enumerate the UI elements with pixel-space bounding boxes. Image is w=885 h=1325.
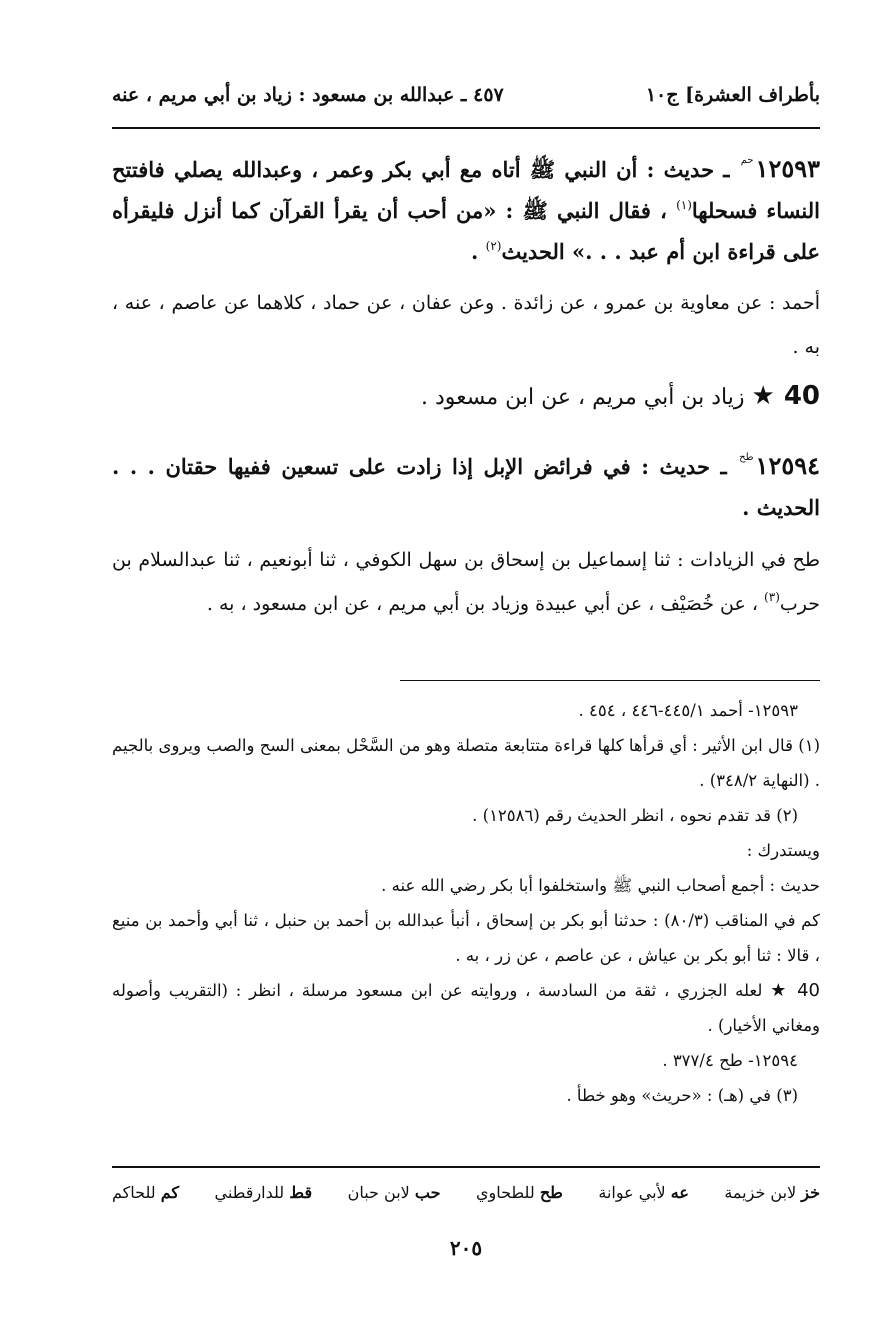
footnote-addendum-hadith: حديث : أجمع أصحاب النبي ﷺ واستخلفوا أبا بكر رضي الله عنه . <box>381 876 820 895</box>
hadith-text-part-2: ، فقال النبي ﷺ : «من أحب أن يقرأ القرآن كما أنزل فليقرأه على قراءة ابن أم عبد . . .» الحديث <box>112 198 820 264</box>
narrator-note-text: لعله الجزري ، ثقة من السادسة ، وروايته عن ابن مسعود مرسلة ، انظر : (التقريب وأصوله ومغاني الأخيار) . <box>112 981 820 1035</box>
footnotes-separator <box>400 680 820 681</box>
footnote-marker-2[interactable]: (٢) <box>485 239 502 253</box>
header-rule <box>112 127 820 129</box>
abbreviations-key <box>112 1178 820 1208</box>
footnote-addendum-heading: ويستدرك : <box>746 841 820 860</box>
footnote-2: (٢) قد تقدم نحوه ، انظر الحديث رقم (١٢٥٨٦) . <box>472 806 798 825</box>
isnad-text-part-1: طح في الزيادات : ثنا إسماعيل بن إسحاق بن سهل الكوفي ، ثنا أبونعيم ، ثنا عبدالسلام بن حرب <box>112 549 820 615</box>
narrator-star-marker: 40 ★ <box>767 980 820 1001</box>
footnote-ref-12593: ١٢٥٩٣- أحمد ٤٤٥/١-٤٤٦ ، ٤٥٤ . <box>578 701 798 720</box>
footnote-marker-3[interactable]: (٣) <box>764 590 780 604</box>
narrator-star-marker: 40 ★ <box>751 381 820 411</box>
page-number: ٢٠٥ <box>449 1236 483 1260</box>
narrator-heading <box>112 376 820 418</box>
source-siglum: طح <box>739 452 754 463</box>
isnad-12593: أحمد : عن معاوية بن عمرو ، عن زائدة . وعن عفان ، عن حماد ، كلاهما عن عاصم ، عنه ، به . <box>112 292 820 358</box>
abbrev-awana: عه لأبي عوانة <box>598 1183 689 1202</box>
footnote-addendum-source: كم في المناقب (٨٠/٣) : حدثنا أبو بكر بن إسحاق ، أنبأ عبدالله بن أحمد بن حنبل ، ثنا أبي وأحمد بن منيع ، قالا : ثنا أبو بكر بن عياش ، عن عاصم ، عن زر ، به . <box>112 911 820 965</box>
hadith-number: ١٢٥٩٤ <box>755 451 820 480</box>
abbrev-hakim: كم للحاكم <box>112 1183 180 1202</box>
isnad-12594 <box>112 538 820 626</box>
abbrev-hibban: حب لابن حبان <box>347 1183 441 1202</box>
book-page <box>112 0 820 1325</box>
header-book-volume: بأطراف العشرة] ج١٠ <box>645 84 820 106</box>
isnad-text-part-2: ، عن خُصَيْف ، عن أبي عبيدة وزياد بن أبي مريم ، عن ابن مسعود ، به . <box>206 593 765 615</box>
footnotes-section <box>112 693 820 1113</box>
running-header <box>112 80 820 110</box>
footnote-3: (٣) في (هـ) : «حريث» وهو خطأ . <box>566 1086 798 1105</box>
abbrev-daraqutni: قط للدارقطني <box>214 1183 313 1202</box>
source-siglum: حم <box>740 155 754 166</box>
footnote-narrator-note <box>112 973 820 1043</box>
footnote-marker-1[interactable]: (١) <box>676 198 692 212</box>
header-chapter-title: ٤٥٧ ـ عبدالله بن مسعود : زياد بن أبي مريم ، عنه <box>112 84 504 106</box>
hadith-12593 <box>112 140 820 272</box>
abbrev-tahawi: طح للطحاوي <box>475 1183 563 1202</box>
hadith-12594 <box>112 437 820 528</box>
hadith-text-part-1: ـ حديث : أن النبي ﷺ أتاه مع أبي بكر وعمر ، وعبدالله يصلي فافتتح النساء فسحلها <box>112 157 821 223</box>
footnote-ref-12594: ١٢٥٩٤- طح ٣٧٧/٤ . <box>662 1051 798 1070</box>
footnote-1: (١) قال ابن الأثير : أي قرأها كلها قراءة متتابعة متصلة وهو من السَّحْل بمعنى السح والصب ويروى بالجيم . (النهاية ٣٤٨/٢) . <box>112 736 820 790</box>
footer-rule <box>112 1166 820 1168</box>
abbrev-khuzayma: خز لابن خزيمة <box>724 1183 820 1202</box>
hadith-text-part-3: . <box>471 239 486 264</box>
hadith-text: ـ حديث : في فرائض الإبل إذا زادت على تسعين ففيها حقتان . . . الحديث . <box>112 454 820 520</box>
narrator-name: زياد بن أبي مريم ، عن ابن مسعود . <box>420 385 752 410</box>
hadith-number: ١٢٥٩٣ <box>755 154 820 183</box>
